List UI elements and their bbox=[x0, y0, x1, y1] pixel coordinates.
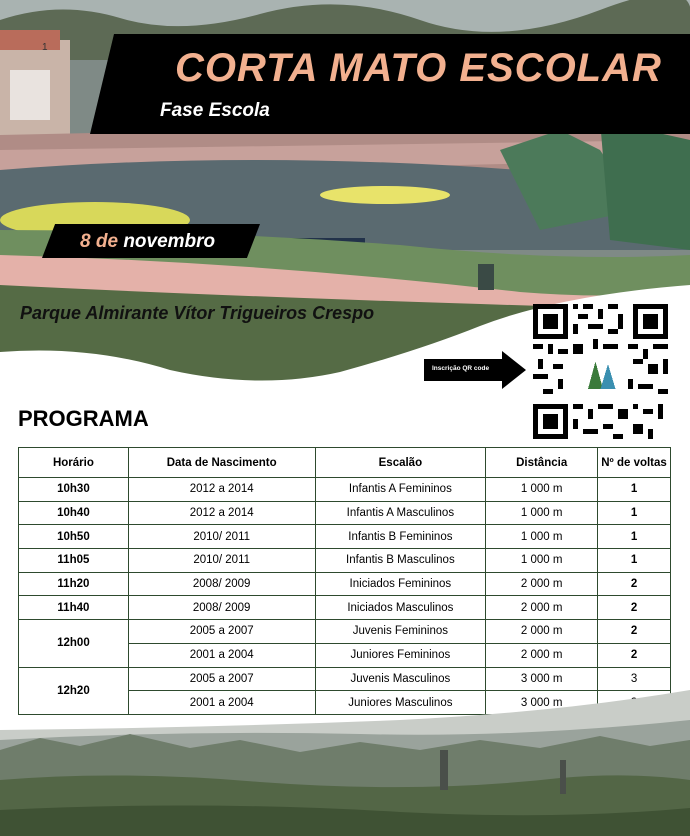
cell-distance: 1 000 m bbox=[486, 478, 598, 502]
cell-laps: 1 bbox=[598, 478, 671, 502]
event-date-day: 8 de bbox=[80, 231, 119, 252]
cell-birth: 2001 a 2004 bbox=[128, 643, 315, 667]
cell-distance: 2 000 m bbox=[486, 596, 598, 620]
table-row bbox=[19, 596, 671, 620]
cell-birth: 2010/ 2011 bbox=[128, 549, 315, 573]
cell-level: Juniores Masculinos bbox=[315, 691, 486, 715]
cell-time: 11h05 bbox=[19, 549, 129, 573]
qr-code-icon bbox=[533, 304, 668, 439]
cell-level: Infantis A Masculinos bbox=[315, 501, 486, 525]
cell-distance: 2 000 m bbox=[486, 620, 598, 644]
cell-distance: 2 000 m bbox=[486, 572, 598, 596]
cell-laps: 3 bbox=[598, 667, 671, 691]
cell-level: Iniciados Femininos bbox=[315, 572, 486, 596]
table-row bbox=[19, 478, 671, 502]
cell-birth: 2010/ 2011 bbox=[128, 525, 315, 549]
cell-laps: 2 bbox=[598, 572, 671, 596]
column-header-time: Horário bbox=[19, 448, 129, 478]
cell-distance: 2 000 m bbox=[486, 643, 598, 667]
column-header-level: Escalão bbox=[315, 448, 486, 478]
page-number: 1 bbox=[42, 42, 48, 53]
table-row bbox=[19, 667, 671, 691]
cell-level: Juvenis Femininos bbox=[315, 620, 486, 644]
table-header-row bbox=[19, 448, 671, 478]
cell-level: Iniciados Masculinos bbox=[315, 596, 486, 620]
landscape-graphic bbox=[0, 690, 690, 836]
table-row bbox=[19, 572, 671, 596]
table-row bbox=[19, 620, 671, 644]
cell-time: 10h50 bbox=[19, 525, 129, 549]
column-header-distance: Distância bbox=[486, 448, 598, 478]
cell-time: 10h30 bbox=[19, 478, 129, 502]
event-date bbox=[80, 231, 215, 253]
footer-landscape-illustration bbox=[0, 690, 690, 836]
cell-laps: 1 bbox=[598, 525, 671, 549]
cell-birth: 2012 a 2014 bbox=[128, 478, 315, 502]
cell-time: 11h40 bbox=[19, 596, 129, 620]
table-row bbox=[19, 501, 671, 525]
cell-distance: 1 000 m bbox=[486, 501, 598, 525]
table-row bbox=[19, 549, 671, 573]
cell-birth: 2005 a 2007 bbox=[128, 667, 315, 691]
cell-distance: 1 000 m bbox=[486, 525, 598, 549]
cell-birth: 2012 a 2014 bbox=[128, 501, 315, 525]
event-date-month: novembro bbox=[123, 231, 216, 252]
page-title: CORTA MATO ESCOLAR bbox=[175, 46, 662, 90]
cell-distance: 3 000 m bbox=[486, 667, 598, 691]
cell-level: Infantis A Femininos bbox=[315, 478, 486, 502]
programa-table bbox=[18, 447, 671, 715]
cell-birth: 2001 a 2004 bbox=[128, 691, 315, 715]
cell-distance: 3 000 m bbox=[486, 691, 598, 715]
cell-time: 11h20 bbox=[19, 572, 129, 596]
cell-birth: 2008/ 2009 bbox=[128, 572, 315, 596]
table-row bbox=[19, 525, 671, 549]
cell-time: 12h00 bbox=[19, 620, 129, 667]
cell-laps: 2 bbox=[598, 620, 671, 644]
programa-heading: PROGRAMA bbox=[18, 406, 149, 431]
cell-laps: 2 bbox=[598, 596, 671, 620]
cell-laps: 1 bbox=[598, 501, 671, 525]
cell-time: 12h20 bbox=[19, 667, 129, 714]
event-venue: Parque Almirante Vítor Trigueiros Crespo bbox=[20, 303, 375, 323]
cell-time: 10h40 bbox=[19, 501, 129, 525]
qr-code[interactable] bbox=[533, 304, 668, 439]
column-header-birth: Data de Nascimento bbox=[128, 448, 315, 478]
page-subtitle: Fase Escola bbox=[160, 100, 270, 121]
cell-level: Juvenis Masculinos bbox=[315, 667, 486, 691]
cell-level: Juniores Femininos bbox=[315, 643, 486, 667]
cell-level: Infantis B Masculinos bbox=[315, 549, 486, 573]
cell-level: Infantis B Femininos bbox=[315, 525, 486, 549]
cell-birth: 2008/ 2009 bbox=[128, 596, 315, 620]
cell-laps: 2 bbox=[598, 643, 671, 667]
cell-distance: 1 000 m bbox=[486, 549, 598, 573]
column-header-laps: Nº de voltas bbox=[598, 448, 671, 478]
cell-laps: 1 bbox=[598, 549, 671, 573]
qr-label: Inscrição QR code bbox=[432, 365, 490, 372]
cell-birth: 2005 a 2007 bbox=[128, 620, 315, 644]
